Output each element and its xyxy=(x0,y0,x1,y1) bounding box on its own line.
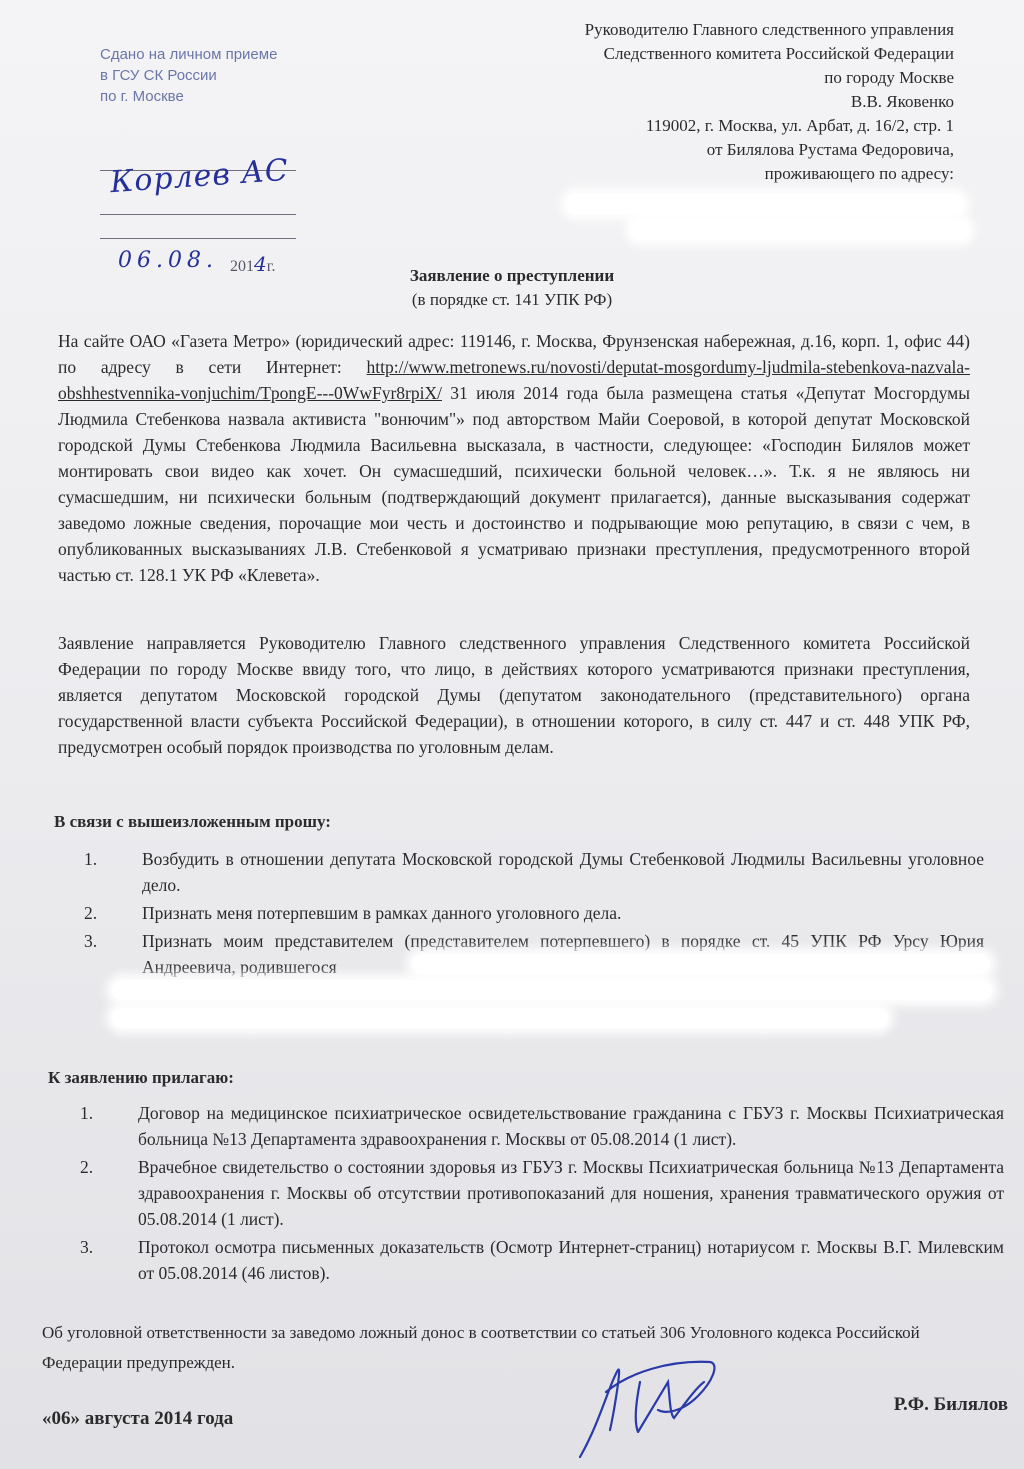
body-paragraph-2: Заявление направляется Руководителю Главного следственного управления Следственного комитета Российской Федерации по городу Москве ввиду того, что лицо, в действиях которого усматриваются признаки преступления, является депутатом Московской городской Думы (депутатом законодательного (представительного) органа государственной власти субъекта Российской Федерации), в отношении которого, в силу ст. 447 и ст. 448 УПК РФ, предусмотрен особый порядок производства по уголовным делам. xyxy=(58,633,970,757)
list-number: 1. xyxy=(84,849,98,869)
document-title xyxy=(0,264,1024,312)
attachments-list xyxy=(80,1100,1004,1288)
stamp-year-prefix: 201 xyxy=(230,258,254,275)
list-number: 2. xyxy=(80,1157,94,1177)
title-main: Заявление о преступлении xyxy=(409,266,615,285)
list-item xyxy=(84,846,984,898)
addressee-block xyxy=(585,18,954,186)
list-number: 3. xyxy=(80,1237,94,1257)
title-sub: (в порядке ст. 141 УПК РФ) xyxy=(411,290,613,309)
list-text: Возбудить в отношении депутата Московской городской Думы Стебенковой Людмилы Васильевны уголовное дело. xyxy=(142,849,984,895)
list-text: Врачебное свидетельство о состоянии здоровья из ГБУЗ г. Москвы Психиатрическая больница №13 Департамента здравоохранения г. Москвы об отсутствии противопоказаний для ношения, хранения травматического оружия от 05.08.2014 (1 лист). xyxy=(138,1157,1004,1229)
redacted-address xyxy=(566,194,964,214)
stamp-underline xyxy=(100,238,296,239)
addressee-line: проживающего по адресу: xyxy=(764,164,954,183)
addressee-line: В.В. Яковенко xyxy=(850,92,954,111)
addressee-line: от Билялова Рустама Федоровича, xyxy=(706,140,954,159)
liability-warning: Об уголовной ответственности за заведомо ложный донос в соответствии со статьей 306 Уголовного кодекса Российской Федерации предупрежден. xyxy=(42,1323,920,1372)
list-item xyxy=(80,1100,1004,1152)
stamp-handwritten-name: Корлев АС xyxy=(108,152,291,201)
request-heading: В связи с вышеизложенным прошу: xyxy=(54,812,331,831)
paragraph-text: 31 июля 2014 года была размещена статья «Депутат Мосгордумы Людмила Стебенкова назвала активиста "вонючим"» под авторством Майи Соеровой, в которой депутат Московской городской Думы Стебенкова Людмила Васильевна высказала, в частности, следующее: «Господин Билялов может монтировать свои видео как хочет. Он сумасшедший, психически больной человек…». Т.к. я не являюсь ни сумасшедшим, ни психически больным (подтверждающий документ прилагается), данные высказывания содержат заведомо ложные сведения, порочащие мои честь и достоинство и подрывающие мою репутацию, в связи с чем, в опубликованных высказываниях Л.В. Стебенковой я усматриваю признаки преступления, предусмотренного второй частью ст. 128.1 УК РФ «Клевета». xyxy=(58,383,970,585)
signer-name: Р.Ф. Билялов xyxy=(893,1394,1008,1415)
redacted-birth-details xyxy=(412,954,990,974)
paragraph-text: На сайте ОАО «Газета Метро» (юридический адрес: 119146, г. Москва, Фрунзенская набережная, д.16, корп. 1, офис 44) по адресу в сети Интернет: xyxy=(58,331,970,377)
stamp-underline xyxy=(100,214,296,215)
handwritten-signature xyxy=(570,1352,730,1462)
redacted-birth-details xyxy=(112,1008,888,1028)
addressee-line: по городу Москве xyxy=(824,68,954,87)
list-text: Договор на медицинское психиатрическое освидетельствование гражданина с ГБУЗ г. Москвы Психиатрическая больница №13 Департамента здравоохранения г. Москвы от 05.08.2014 (1 лист). xyxy=(138,1103,1004,1149)
addressee-line: Следственного комитета Российской Федерации xyxy=(603,44,954,63)
list-number: 3. xyxy=(84,931,98,951)
list-item xyxy=(80,1234,1004,1286)
list-text: Протокол осмотра письменных доказательств (Осмотр Интернет-страниц) нотариусом г. Москвы В.Г. Милевским от 05.08.2014 (46 листов). xyxy=(138,1237,1004,1283)
document-date: «06» августа 2014 года xyxy=(42,1408,234,1429)
stamp-handwritten-date: 06.08. xyxy=(118,248,218,273)
stamp-year-digit: 4 xyxy=(254,252,267,276)
attachments-heading: К заявлению прилагаю: xyxy=(48,1068,234,1087)
stamp-year-suffix: г. xyxy=(266,258,276,275)
article-link[interactable]: http://www.metronews.ru/novosti/deputat-mosgordumy-ljudmila-stebenkova-nazvala-obshhestvennika-vonjuchim/TpongE---0WwFyr8rpiX/ xyxy=(58,357,970,403)
addressee-line: Руководителю Главного следственного управления xyxy=(584,20,954,39)
list-text: Признать меня потерпевшим в рамках данного уголовного дела. xyxy=(142,903,622,923)
stamp-line-2: в ГСУ СК России xyxy=(100,67,217,84)
redacted-address xyxy=(630,220,970,240)
stamp-line-1: Сдано на личном приеме xyxy=(100,46,278,63)
redacted-birth-details xyxy=(112,980,992,1000)
reception-stamp xyxy=(100,44,310,276)
list-item xyxy=(84,900,984,926)
list-number: 2. xyxy=(84,903,98,923)
addressee-line: 119002, г. Москва, ул. Арбат, д. 16/2, стр. 1 xyxy=(645,116,954,135)
stamp-line-3: по г. Москве xyxy=(100,88,184,105)
list-text: Признать моим представителем (представителем потерпевшего) в порядке ст. 45 УПК РФ Урсу Юрия Андреевича, родившегося xyxy=(142,931,984,977)
list-number: 1. xyxy=(80,1103,94,1123)
list-item xyxy=(80,1154,1004,1232)
body-paragraph-1 xyxy=(58,328,970,588)
